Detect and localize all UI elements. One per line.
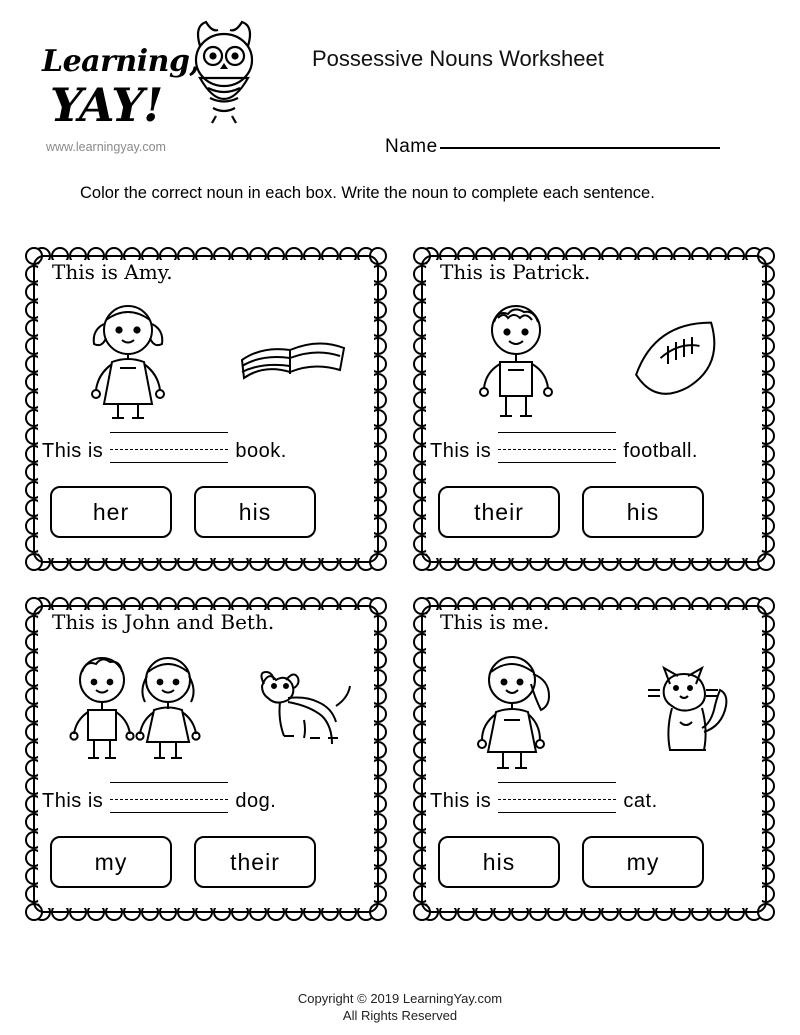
card-sentence [42,790,372,813]
card-title: This is me. [440,610,550,634]
choice-option[interactable]: his [582,486,704,538]
sentence-suffix: dog. [235,790,277,812]
worksheet-card [12,234,400,584]
card-illustration [46,294,370,430]
owl-icon [186,16,262,124]
sentence-suffix: cat. [623,790,658,812]
choice-option[interactable]: their [194,836,316,888]
sentence-suffix: book. [235,440,287,462]
name-label: Name [385,136,438,157]
sentence-prefix: This is [42,790,104,812]
page-header [0,0,800,202]
logo-text-line2: YAY! [50,78,163,132]
card-title: This is Amy. [52,260,173,284]
answer-blank[interactable] [110,792,228,812]
card-content [36,258,376,562]
worksheet-grid [12,234,788,934]
logo [36,16,296,166]
sentence-prefix: This is [430,440,492,462]
card-sentence [430,440,760,463]
answer-blank[interactable] [498,792,616,812]
card-choices [438,486,754,538]
card-choices [50,486,366,538]
card-illustration [434,644,758,780]
logo-website-url: www.learningyay.com [46,140,166,154]
choice-option[interactable]: his [438,836,560,888]
choice-option[interactable]: their [438,486,560,538]
answer-blank[interactable] [110,442,228,462]
card-choices [438,836,754,888]
logo-text-line1: Learning, [42,44,200,79]
rights-line: All Rights Reserved [342,1008,458,1024]
choice-option[interactable]: my [50,836,172,888]
copyright-line: Copyright © 2019 LearningYay.com [297,990,503,1006]
card-content [424,608,764,912]
girl-with-pigtails-icon [68,294,188,424]
book-icon [232,312,356,392]
worksheet-card [400,584,788,934]
page-title: Possessive Nouns Worksheet [312,46,604,71]
card-illustration [46,644,370,780]
card-content [424,258,764,562]
name-field-row [385,136,720,158]
worksheet-card [400,234,788,584]
card-sentence [42,440,372,463]
card-sentence [430,790,760,813]
card-title: This is John and Beth. [52,610,275,634]
boy-and-girl-icon [52,646,252,778]
sentence-suffix: football. [623,440,698,462]
dog-icon [244,662,356,758]
sentence-prefix: This is [42,440,104,462]
page-footer [0,990,800,1025]
answer-blank[interactable] [498,442,616,462]
card-title: This is Patrick. [440,260,591,284]
card-illustration [434,294,758,430]
worksheet-card [12,584,400,934]
sentence-prefix: This is [430,790,492,812]
choice-option[interactable]: her [50,486,172,538]
girl-with-ponytail-icon [456,644,576,774]
card-content [36,608,376,912]
instructions-text: Color the correct noun in each box. Write the noun to complete each sentence. [80,184,655,202]
choice-option[interactable]: his [194,486,316,538]
cat-icon [640,662,744,768]
card-choices [50,836,366,888]
choice-option[interactable]: my [582,836,704,888]
name-input-line[interactable] [440,146,720,149]
football-icon [620,312,744,398]
boy-icon [456,294,576,424]
